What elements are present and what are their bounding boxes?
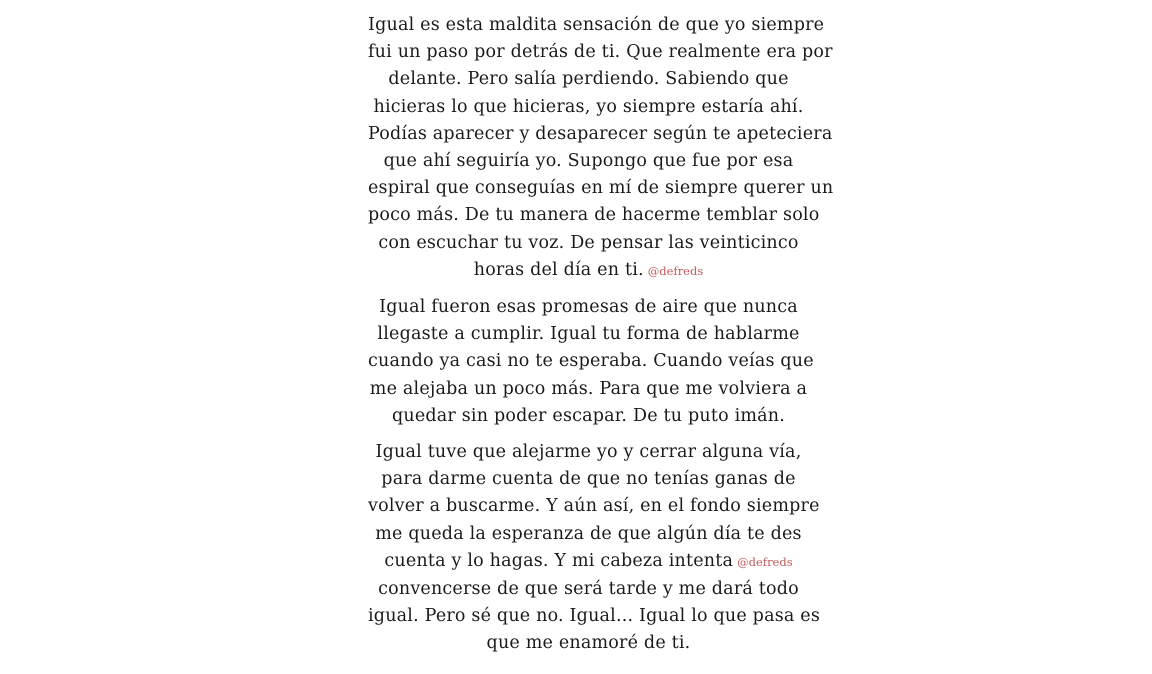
text-line: hicieras lo que hicieras, yo siempre estaría ahí. [373,96,804,117]
text-line-content: horas del día en ti. [473,259,644,280]
text-line: me alejaba un poco más. Para que me volviera a [369,378,808,399]
text-line: me queda la esperanza de que algún día te des [375,523,802,544]
paragraph-2 [368,294,814,430]
text-line-with-watermark [368,257,809,285]
text-line: espiral que conseguías en mí de siempre querer un [368,178,834,199]
text-line: llegaste a cumplir. Igual tu forma de hablarme [377,324,800,345]
text-line: para darme cuenta de que no tenías ganas de [381,469,796,490]
text-line: que ahí seguiría yo. Supongo que fue por esa [383,151,794,172]
text-line: delante. Pero salía perdiendo. Sabiendo que [388,69,789,90]
text-line: Podías aparecer y desaparecer según te apeteciera [368,123,833,144]
text-line-with-watermark [368,548,809,576]
text-line: poco más. De tu manera de hacerme temblar solo [368,205,820,226]
author-watermark: @defreds [737,554,793,569]
text-line: que me enamoré de ti. [486,633,691,654]
text-line: Igual es esta maldita sensación de que yo siempre [368,15,825,35]
poem-text-block [368,12,834,667]
text-line: volver a buscarme. Y aún así, en el fondo siempre [368,496,820,517]
paragraph-3 [368,439,821,658]
text-line: con escuchar tu voz. De pensar las veinticinco [378,232,799,253]
text-line-content: cuenta y lo hagas. Y mi cabeza intenta [384,550,734,571]
text-line: cuando ya casi no te esperaba. Cuando veías que [368,351,814,372]
text-line: Igual fueron esas promesas de aire que nunca [379,297,798,318]
text-line: quedar sin poder escapar. De tu puto imán. [391,405,786,426]
text-line: convencerse de que será tarde y me dará todo [378,579,799,600]
text-line: fui un paso por detrás de ti. Que realmente era por [368,42,833,63]
author-watermark: @defreds [647,263,704,278]
paragraph-1 [368,12,834,285]
text-line: igual. Pero sé que no. Igual... Igual lo que pasa es [368,606,821,627]
text-line: Igual tuve que alejarme yo y cerrar alguna vía, [375,442,802,463]
